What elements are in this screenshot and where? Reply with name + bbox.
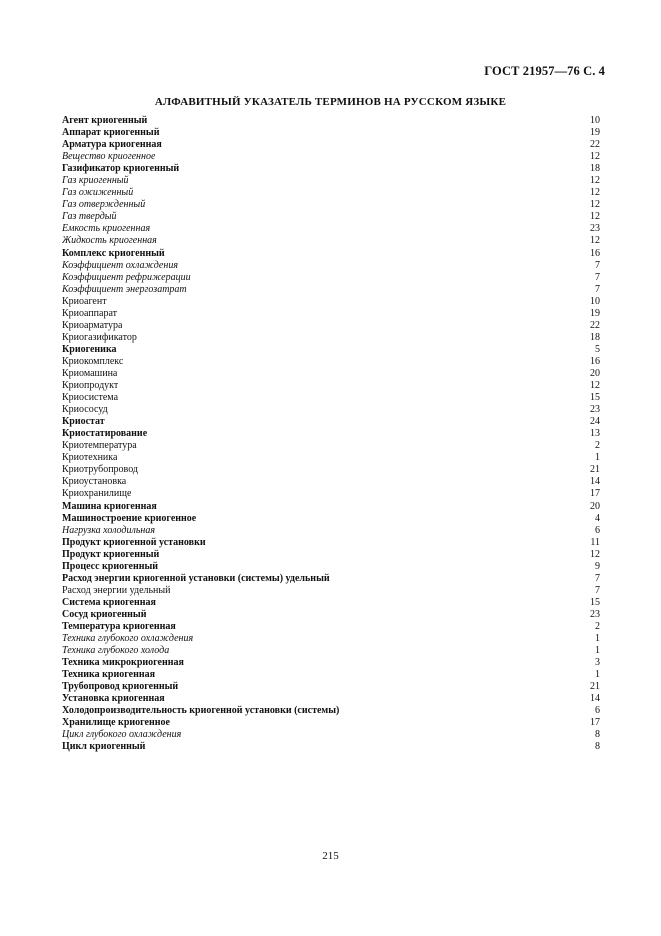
- index-page-ref: 23: [590, 223, 600, 235]
- index-term: Криомашина: [62, 367, 118, 379]
- index-term: Арматура криогенная: [62, 139, 162, 151]
- index-page-ref: 4: [595, 512, 600, 524]
- index-entry: [62, 476, 600, 488]
- index-entry: [62, 272, 600, 284]
- index-term: Система криогенная: [62, 596, 156, 608]
- index-entry: [62, 115, 600, 127]
- index-entry: [62, 127, 600, 139]
- index-entry: [62, 356, 600, 368]
- index-page-ref: 18: [590, 163, 600, 175]
- index-page-ref: 2: [595, 620, 600, 632]
- index-entry: [62, 440, 600, 452]
- index-entry: [62, 211, 600, 223]
- index-entry: [62, 320, 600, 332]
- index-entry: [62, 705, 600, 717]
- index-page-ref: 22: [590, 319, 600, 331]
- index-entry: [62, 693, 600, 705]
- document-reference: ГОСТ 21957—76 С. 4: [484, 64, 605, 78]
- index-term: Газ отвержденный: [62, 199, 146, 211]
- index-page-ref: 10: [590, 115, 600, 126]
- index-page-ref: 12: [590, 175, 600, 187]
- index-entry: [62, 163, 600, 175]
- index-entry: [62, 235, 600, 247]
- index-page-ref: 12: [590, 211, 600, 223]
- index-page-ref: 15: [590, 596, 600, 608]
- index-term: Агент криогенный: [62, 115, 148, 126]
- index-page-ref: 7: [595, 283, 600, 295]
- index-entry: [62, 139, 600, 151]
- index-term: Трубопровод криогенный: [62, 681, 179, 693]
- index-term: Температура криогенная: [62, 620, 176, 632]
- index-page-ref: 12: [590, 235, 600, 247]
- index-term: Газификатор криогенный: [62, 163, 180, 175]
- index-entry: [62, 248, 600, 260]
- index-page-ref: 19: [590, 127, 600, 139]
- index-term: Процесс криогенный: [62, 560, 159, 572]
- index-page-ref: 6: [595, 524, 600, 536]
- index-entry: [62, 585, 600, 597]
- index-term: Машиностроение криогенное: [62, 512, 197, 524]
- index-entry: [62, 717, 600, 729]
- index-term: Криотехника: [62, 452, 118, 464]
- index-entry: [62, 729, 600, 741]
- index-page-ref: 19: [590, 307, 600, 319]
- index-entry: [62, 501, 600, 513]
- index-page-ref: 12: [590, 380, 600, 392]
- index-entry: [62, 296, 600, 308]
- index-term: Коэффициент рефрижерации: [62, 271, 191, 283]
- index-term: Емкость криогенная: [62, 223, 151, 235]
- index-page-ref: 1: [595, 452, 600, 464]
- index-term: Криокомплекс: [62, 355, 124, 367]
- index-entry: [62, 332, 600, 344]
- index-entry: [62, 175, 600, 187]
- index-page-ref: 23: [590, 404, 600, 416]
- index-term: Коэффициент охлаждения: [62, 259, 178, 271]
- index-term: Криотемпература: [62, 440, 137, 452]
- index-entry: [62, 199, 600, 211]
- index-page-ref: 12: [590, 151, 600, 163]
- index-term: Газ твердый: [62, 211, 117, 223]
- index-entry: [62, 284, 600, 296]
- index-term: Криоарматура: [62, 319, 123, 331]
- index-term: Техника глубокого холода: [62, 645, 170, 657]
- index-term: Коэффициент энергозатрат: [62, 283, 187, 295]
- index-term: Расход энергии криогенной установки (системы) удельный: [62, 572, 330, 584]
- index-page-ref: 7: [595, 584, 600, 596]
- index-term: Цикл глубокого охлаждения: [62, 729, 182, 741]
- index-term: Цикл криогенный: [62, 741, 146, 753]
- index-page-ref: 7: [595, 259, 600, 271]
- index-page-ref: 22: [590, 139, 600, 151]
- index-term: Аппарат криогенный: [62, 127, 160, 139]
- index-term: Техника криогенная: [62, 669, 156, 681]
- index-page-ref: 16: [590, 247, 600, 259]
- index-page-ref: 1: [595, 633, 600, 645]
- index-entry: [62, 392, 600, 404]
- index-page-ref: 23: [590, 608, 600, 620]
- index-entry: [62, 404, 600, 416]
- index-page-ref: 6: [595, 705, 600, 717]
- index-entry: [62, 537, 600, 549]
- index-entry: [62, 344, 600, 356]
- index-page-ref: 8: [595, 729, 600, 741]
- index-entry: [62, 597, 600, 609]
- index-page-ref: 9: [595, 560, 600, 572]
- index-term: Криотрубопровод: [62, 464, 139, 476]
- index-page-ref: 5: [595, 343, 600, 355]
- page-number: 215: [322, 850, 339, 862]
- index-term: Жидкость криогенная: [62, 235, 157, 247]
- index-term: Криостатирование: [62, 428, 148, 440]
- index-page-ref: 7: [595, 572, 600, 584]
- index-term: Сосуд криогенный: [62, 608, 147, 620]
- index-entry: [62, 633, 600, 645]
- index-term: Техника глубокого охлаждения: [62, 633, 194, 645]
- index-entry: [62, 681, 600, 693]
- index-page-ref: 14: [590, 693, 600, 705]
- index-page-ref: 17: [590, 488, 600, 500]
- index-page-ref: 21: [590, 681, 600, 693]
- index-term: Криогазификатор: [62, 331, 137, 343]
- index-term: Криоагент: [62, 295, 107, 307]
- index-term: Газ криогенный: [62, 175, 129, 187]
- index-term: Криоаппарат: [62, 307, 118, 319]
- index-page-ref: 20: [590, 367, 600, 379]
- index-term: Продукт криогенной установки: [62, 536, 206, 548]
- index-entry: [62, 380, 600, 392]
- index-term: Техника микрокриогенная: [62, 657, 184, 669]
- index-page-ref: 18: [590, 331, 600, 343]
- index-entry: [62, 609, 600, 621]
- index-term: Продукт криогенный: [62, 548, 160, 560]
- index-title: АЛФАВИТНЫЙ УКАЗАТЕЛЬ ТЕРМИНОВ НА РУССКОМ ЯЗЫКЕ: [154, 96, 507, 108]
- index-entry: [62, 513, 600, 525]
- index-page-ref: 12: [590, 199, 600, 211]
- index-term: Машина криогенная: [62, 500, 157, 512]
- index-entry: [62, 488, 600, 500]
- index-page-ref: 7: [595, 271, 600, 283]
- index-term: Газ ожиженный: [62, 187, 134, 199]
- index-term: Криогеника: [62, 343, 117, 355]
- index-entry: [62, 525, 600, 537]
- index-page-ref: 12: [590, 548, 600, 560]
- index-entry: [62, 260, 600, 272]
- index-entry: [62, 669, 600, 681]
- index-page-ref: 1: [595, 645, 600, 657]
- index-page-ref: 8: [595, 741, 600, 753]
- term-index: [62, 115, 600, 753]
- index-entry: [62, 549, 600, 561]
- index-term: Холодопроизводительность криогенной установки (системы): [62, 705, 340, 717]
- index-term: Криохранилище: [62, 488, 132, 500]
- index-term: Вещество криогенное: [62, 151, 156, 163]
- index-entry: [62, 741, 600, 753]
- index-page-ref: 11: [590, 536, 600, 548]
- index-entry: [62, 621, 600, 633]
- index-page-ref: 21: [590, 464, 600, 476]
- index-term: Криососуд: [62, 404, 108, 416]
- index-page-ref: 16: [590, 355, 600, 367]
- index-entry: [62, 368, 600, 380]
- index-page-ref: 3: [595, 657, 600, 669]
- index-entry: [62, 464, 600, 476]
- index-page-ref: 12: [590, 187, 600, 199]
- index-term: Криостат: [62, 416, 105, 428]
- index-term: Криопродукт: [62, 380, 119, 392]
- index-term: Расход энергии удельный: [62, 584, 171, 596]
- index-entry: [62, 428, 600, 440]
- index-entry: [62, 573, 600, 585]
- index-term: Криоустановка: [62, 476, 127, 488]
- index-page-ref: 17: [590, 717, 600, 729]
- index-term: Установка криогенная: [62, 693, 165, 705]
- index-page-ref: 10: [590, 295, 600, 307]
- index-term: Криосистема: [62, 392, 119, 404]
- index-term: Хранилище криогенное: [62, 717, 170, 729]
- index-term: Нагрузка холодильная: [62, 524, 155, 536]
- index-entry: [62, 308, 600, 320]
- index-page-ref: 24: [590, 416, 600, 428]
- index-page-ref: 14: [590, 476, 600, 488]
- index-entry: [62, 416, 600, 428]
- index-entry: [62, 151, 600, 163]
- index-entry: [62, 223, 600, 235]
- index-entry: [62, 187, 600, 199]
- index-entry: [62, 561, 600, 573]
- index-entry: [62, 657, 600, 669]
- index-entry: [62, 452, 600, 464]
- index-page-ref: 20: [590, 500, 600, 512]
- index-page-ref: 1: [595, 669, 600, 681]
- index-term: Комплекс криогенный: [62, 247, 165, 259]
- index-entry: [62, 645, 600, 657]
- index-page-ref: 2: [595, 440, 600, 452]
- index-page-ref: 13: [590, 428, 600, 440]
- index-page-ref: 15: [590, 392, 600, 404]
